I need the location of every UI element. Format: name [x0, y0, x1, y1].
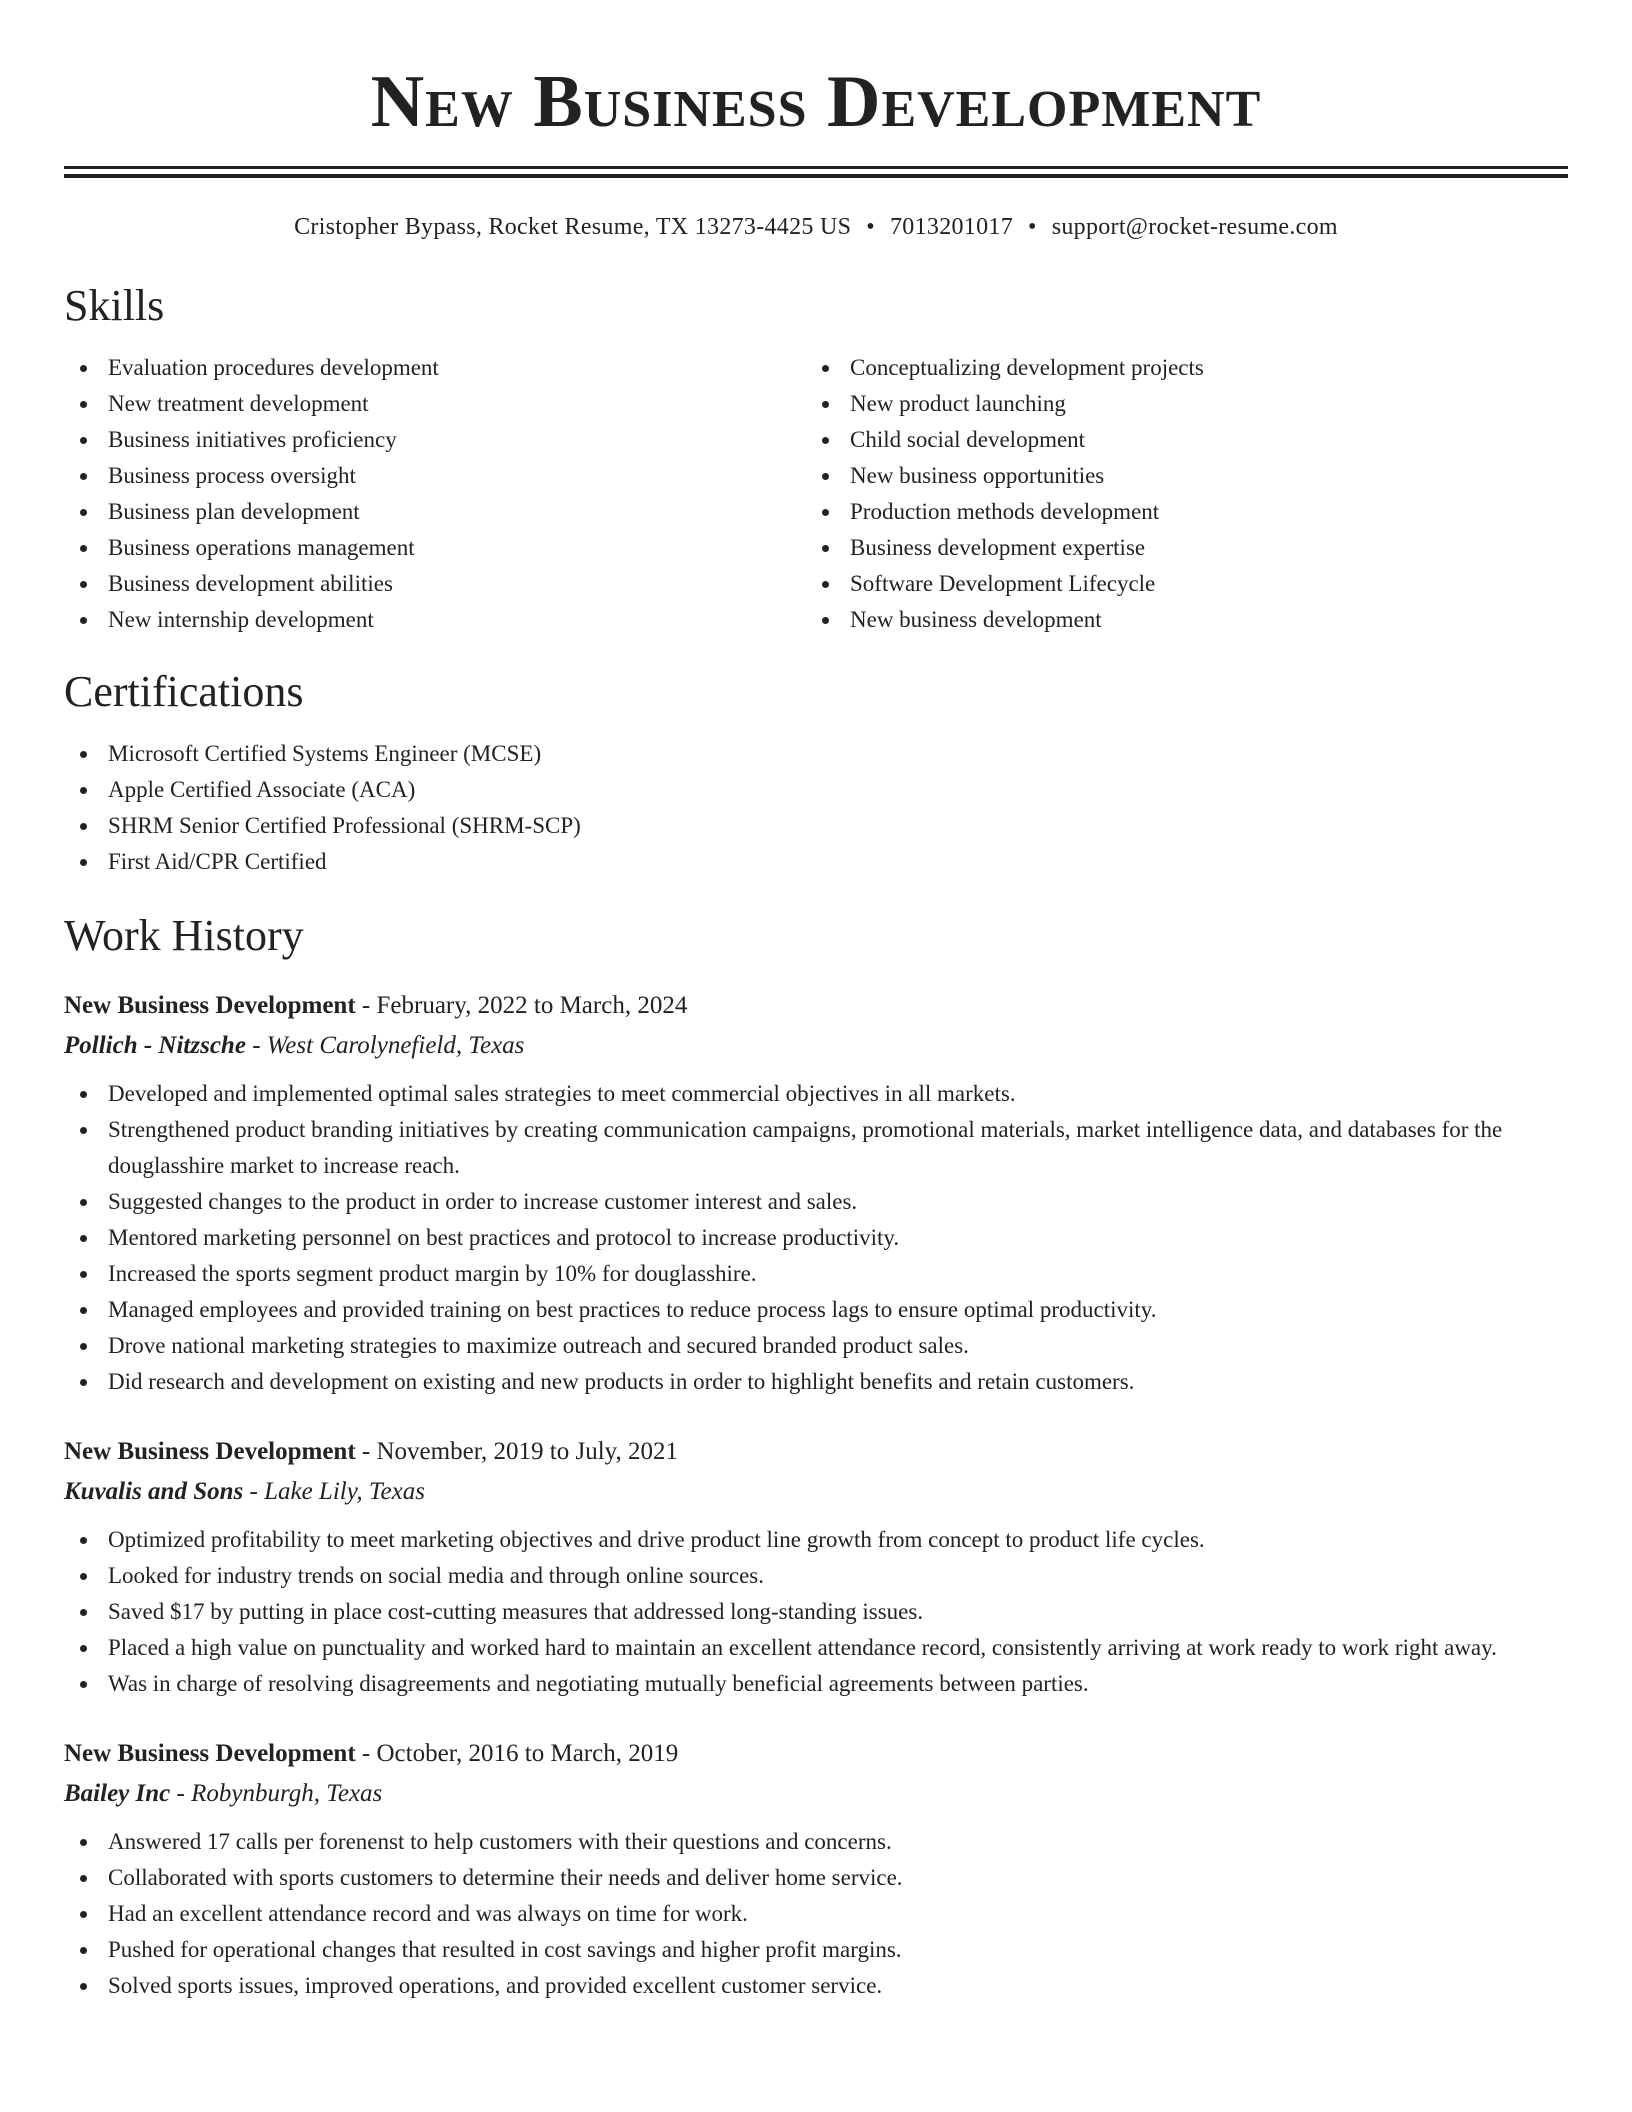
job-bullet: Saved $17 by putting in place cost-cutting measures that addressed long-standing issues. — [64, 1594, 1568, 1630]
contact-line — [64, 212, 1568, 242]
job-dates: - February, 2022 to March, 2024 — [355, 992, 688, 1019]
job-company-line — [64, 1472, 1568, 1512]
certification-item: Apple Certified Associate (ACA) — [64, 772, 1568, 808]
job-bullet: Developed and implemented optimal sales strategies to meet commercial objectives in all markets. — [64, 1076, 1568, 1112]
skill-item: New business development — [806, 602, 1548, 638]
contact-phone: 7013201017 — [890, 214, 1013, 240]
certification-item: SHRM Senior Certified Professional (SHRM-SCP) — [64, 808, 1568, 844]
job-role: New Business Development — [64, 1740, 356, 1767]
job-bullet: Was in charge of resolving disagreements and negotiating mutually beneficial agreements between parties. — [64, 1666, 1568, 1702]
job-bullets — [64, 1076, 1568, 1400]
job-company: Bailey Inc — [64, 1780, 171, 1807]
job-entry — [64, 1734, 1568, 2004]
contact-address: Cristopher Bypass, Rocket Resume, TX 13273-4425 US — [294, 214, 852, 240]
job-header — [64, 1432, 1568, 1472]
skill-item: Software Development Lifecycle — [806, 566, 1548, 602]
skill-item: Business development expertise — [806, 530, 1548, 566]
job-company: Pollich - Nitzsche — [64, 1032, 246, 1059]
job-bullet: Looked for industry trends on social media and through online sources. — [64, 1558, 1568, 1594]
job-bullet: Had an excellent attendance record and was always on time for work. — [64, 1896, 1568, 1932]
job-company: Kuvalis and Sons — [64, 1478, 244, 1505]
job-entry — [64, 986, 1568, 1400]
job-location: - Lake Lily, Texas — [243, 1478, 425, 1505]
job-bullet: Mentored marketing personnel on best practices and protocol to increase productivity. — [64, 1220, 1568, 1256]
job-bullet: Solved sports issues, improved operations, and provided excellent customer service. — [64, 1968, 1568, 2004]
skill-item: Conceptualizing development projects — [806, 350, 1548, 386]
job-location: - Robynburgh, Texas — [170, 1780, 383, 1807]
certifications-list — [64, 736, 1568, 880]
skill-item: New treatment development — [64, 386, 806, 422]
skill-item: New business opportunities — [806, 458, 1548, 494]
job-bullet: Pushed for operational changes that resulted in cost savings and higher profit margins. — [64, 1932, 1568, 1968]
job-bullet: Drove national marketing strategies to maximize outreach and secured branded product sales. — [64, 1328, 1568, 1364]
title-divider-top — [64, 166, 1568, 169]
skill-item: Production methods development — [806, 494, 1548, 530]
title-divider-bottom — [64, 174, 1568, 178]
skill-item: Business plan development — [64, 494, 806, 530]
job-bullet: Managed employees and provided training on best practices to reduce process lags to ensure optimal productivity. — [64, 1292, 1568, 1328]
certification-item: Microsoft Certified Systems Engineer (MCSE) — [64, 736, 1568, 772]
job-location: - West Carolynefield, Texas — [245, 1032, 525, 1059]
job-bullet: Did research and development on existing and new products in order to highlight benefits and retain customers. — [64, 1364, 1568, 1400]
job-dates: - October, 2016 to March, 2019 — [355, 1740, 679, 1767]
skill-item: Child social development — [806, 422, 1548, 458]
job-header — [64, 1734, 1568, 1774]
job-bullet: Strengthened product branding initiatives by creating communication campaigns, promotional materials, market intelligence data, and databases for the douglasshire market to increase reach. — [64, 1112, 1568, 1184]
skill-item: Business development abilities — [64, 566, 806, 602]
skill-item: New product launching — [806, 386, 1548, 422]
certification-item: First Aid/CPR Certified — [64, 844, 1568, 880]
certifications-heading: Certifications — [64, 667, 304, 716]
skill-item: Evaluation procedures development — [64, 350, 806, 386]
job-bullet: Optimized profitability to meet marketing objectives and drive product line growth from concept to product life cycles. — [64, 1522, 1568, 1558]
job-bullet: Suggested changes to the product in order to increase customer interest and sales. — [64, 1184, 1568, 1220]
skills-list-right — [806, 350, 1548, 638]
skill-item: Business operations management — [64, 530, 806, 566]
job-entry — [64, 1432, 1568, 1702]
skill-item: Business initiatives proficiency — [64, 422, 806, 458]
skills-heading: Skills — [64, 281, 165, 330]
job-role: New Business Development — [64, 1438, 356, 1465]
job-company-line — [64, 1774, 1568, 1814]
job-company-line — [64, 1026, 1568, 1066]
skill-item: Business process oversight — [64, 458, 806, 494]
job-bullets — [64, 1522, 1568, 1702]
work-history-heading: Work History — [64, 911, 304, 960]
job-bullet: Answered 17 calls per forenenst to help customers with their questions and concerns. — [64, 1824, 1568, 1860]
resume-title: New Business Development — [370, 61, 1262, 143]
job-role: New Business Development — [64, 992, 356, 1019]
job-bullet: Increased the sports segment product margin by 10% for douglasshire. — [64, 1256, 1568, 1292]
contact-separator: • — [1028, 214, 1037, 240]
skills-grid — [64, 350, 1568, 638]
contact-email: support@rocket-resume.com — [1051, 214, 1338, 240]
job-bullets — [64, 1824, 1568, 2004]
job-dates: - November, 2019 to July, 2021 — [355, 1438, 679, 1465]
skill-item: New internship development — [64, 602, 806, 638]
job-bullet: Placed a high value on punctuality and worked hard to maintain an excellent attendance record, consistently arriving at work ready to work right away. — [64, 1630, 1568, 1666]
contact-separator: • — [866, 214, 875, 240]
job-bullet: Collaborated with sports customers to determine their needs and deliver home service. — [64, 1860, 1568, 1896]
skills-list-left — [64, 350, 806, 638]
job-header — [64, 986, 1568, 1026]
